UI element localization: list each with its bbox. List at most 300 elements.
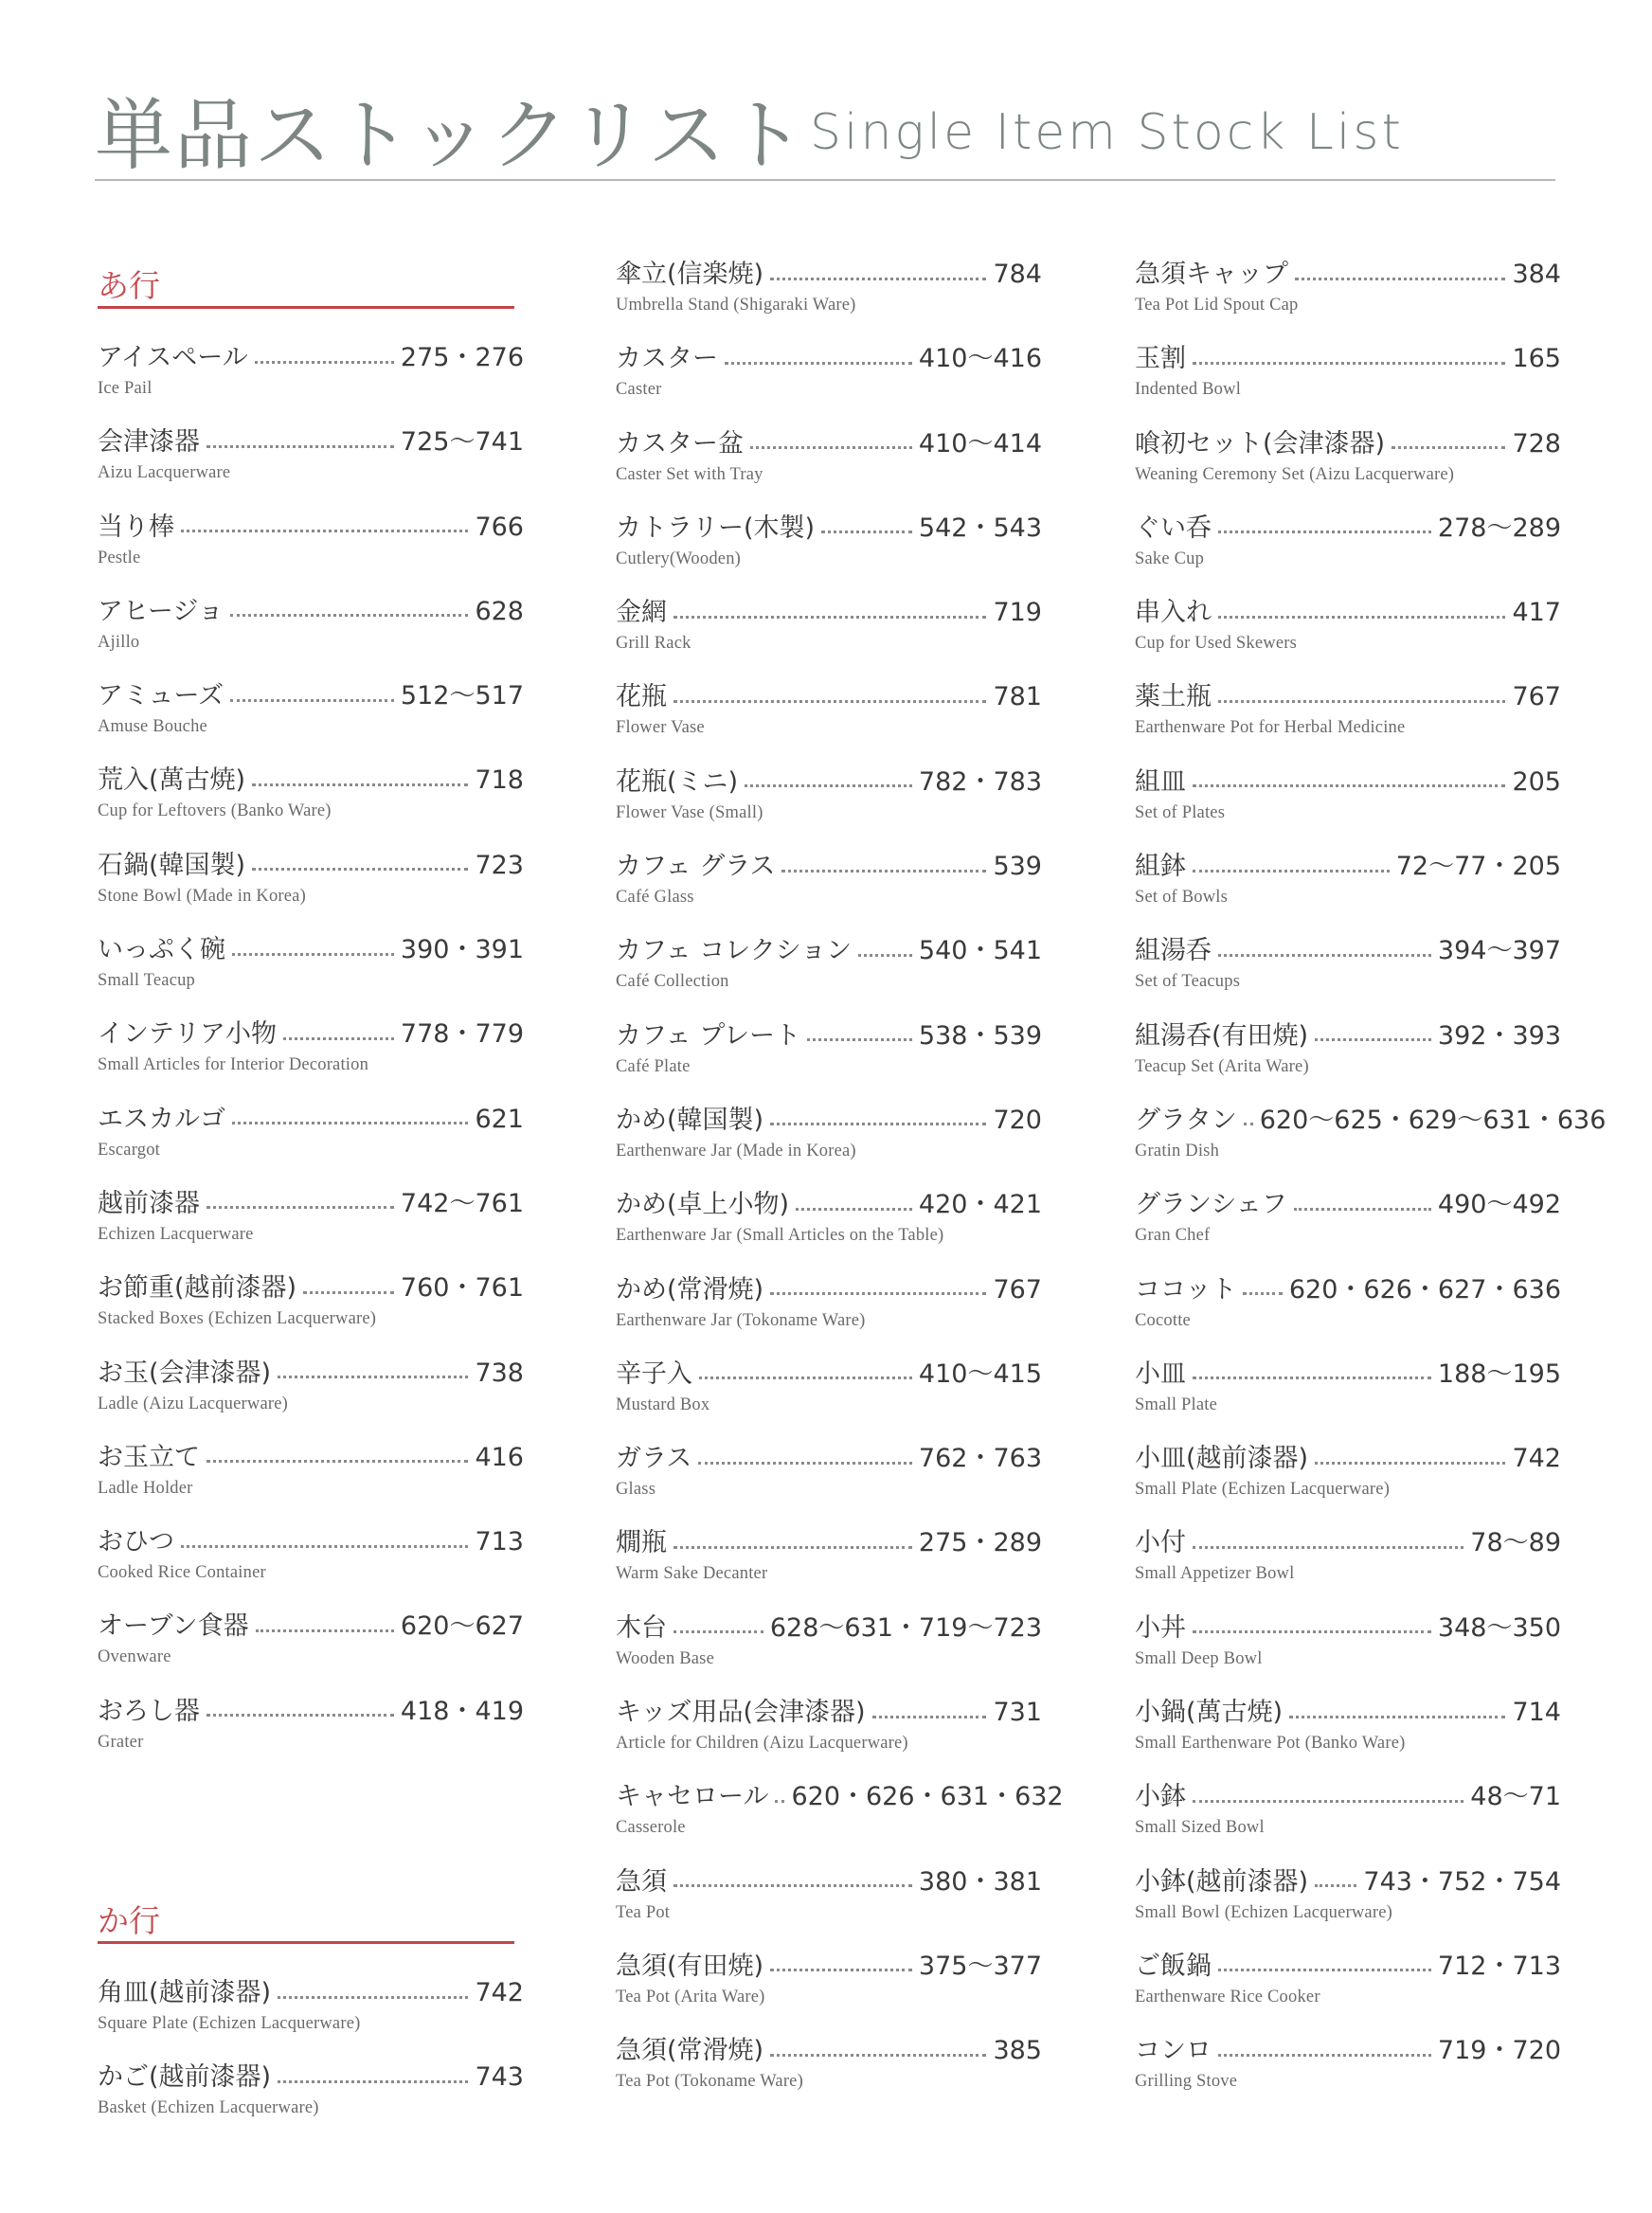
dot-leader: [1244, 1123, 1253, 1125]
page-number: 718: [475, 765, 524, 796]
page-number: 620・626・631・632: [791, 1782, 1064, 1812]
item-name-japanese: コンロ: [1135, 2036, 1212, 2066]
page-number: 621: [475, 1104, 524, 1134]
item-name-japanese: アイスペール: [98, 343, 248, 372]
index-entry: [616, 512, 1042, 596]
dot-leader: [1218, 531, 1431, 533]
entry-line: [616, 596, 1042, 630]
index-entry: [98, 425, 524, 510]
dot-leader: [698, 1462, 912, 1465]
item-name-english: Set of Teacups: [1135, 972, 1241, 992]
dot-leader: [673, 700, 986, 703]
column-1: [98, 258, 524, 2146]
item-name-japanese: 小付: [1135, 1528, 1186, 1558]
entry-line: [616, 1188, 1042, 1222]
dot-leader: [283, 1037, 394, 1040]
page-number: 742: [1512, 1444, 1561, 1474]
item-name-english: Cup for Leftovers (Banko Ware): [98, 801, 332, 821]
dot-leader: [1193, 1630, 1431, 1633]
index-entry: [616, 1358, 1042, 1442]
item-name-japanese: 金網: [616, 598, 667, 628]
item-name-japanese: 小鉢: [1135, 1782, 1186, 1812]
item-name-english: Cocotte: [1135, 1310, 1191, 1330]
index-entry: [1135, 765, 1561, 850]
item-name-english: Earthenware Rice Cooker: [1135, 1987, 1320, 2006]
item-name-japanese: 花瓶(ミニ): [616, 766, 739, 797]
dot-leader: [303, 1291, 394, 1294]
entry-line: [616, 850, 1042, 884]
entry-line: [98, 595, 524, 629]
item-name-japanese: インテリア小物: [98, 1019, 277, 1050]
item-name-english: Small Plate (Echizen Lacquerware): [1135, 1480, 1391, 1500]
page-number: 72～77・205: [1395, 852, 1561, 882]
item-name-english: Basket (Echizen Lacquerware): [98, 2098, 319, 2118]
item-name-japanese: ガラス: [616, 1444, 692, 1474]
item-name-japanese: グランシェフ: [1135, 1190, 1287, 1220]
page-number: 719: [993, 598, 1042, 628]
item-name-japanese: 小鍋(萬古焼): [1135, 1698, 1284, 1728]
section-divider: [98, 1941, 514, 1944]
index-entry: [1135, 2034, 1561, 2118]
item-name-japanese: 組湯呑(有田焼): [1135, 1020, 1309, 1051]
entry-line: [1135, 1611, 1561, 1646]
index-entry: [98, 1357, 524, 1441]
index-entry: [1135, 1696, 1561, 1780]
dot-leader: [699, 1376, 912, 1379]
page-number: 725～741: [400, 427, 524, 458]
item-name-english: Ovenware: [98, 1647, 171, 1667]
dot-leader: [278, 1376, 468, 1378]
index-entry: [98, 679, 524, 764]
entry-line: [1135, 1104, 1607, 1138]
item-name-english: Set of Bowls: [1135, 888, 1228, 908]
entry-line: [616, 1019, 1042, 1053]
index-entry: [616, 934, 1042, 1018]
entry-line: [98, 2060, 524, 2095]
page-number: 778・779: [400, 1019, 524, 1050]
section-label: あ行: [98, 267, 160, 304]
item-name-english: Small Sized Bowl: [1135, 1818, 1265, 1838]
dot-leader: [1193, 1800, 1463, 1803]
item-name-english: Caster: [616, 380, 662, 400]
item-name-english: Square Plate (Echizen Lacquerware): [98, 2014, 361, 2034]
entry-line: [1135, 512, 1561, 546]
page-number: 417: [1512, 598, 1561, 628]
item-name-english: Ice Pail: [98, 379, 153, 398]
dot-leader: [1295, 278, 1505, 280]
dot-leader: [770, 1292, 986, 1295]
page-title-japanese: 単品ストックリスト: [95, 91, 807, 181]
index-entry: [616, 1526, 1042, 1610]
item-name-english: Aizu Lacquerware: [98, 463, 231, 483]
page-number: 512～517: [400, 681, 524, 711]
index-entry: [1135, 512, 1561, 596]
item-name-japanese: カスター: [616, 344, 718, 374]
index-entry: [616, 1950, 1042, 2034]
index-entry: [1135, 596, 1561, 680]
item-name-english: Casserole: [616, 1818, 686, 1838]
dot-leader: [206, 445, 394, 448]
item-name-english: Gratin Dish: [1135, 1141, 1220, 1160]
entry-line: [1135, 427, 1561, 461]
page-number: 410～414: [918, 428, 1042, 459]
item-name-english: Pestle: [98, 548, 141, 567]
item-name-japanese: カフェ グラス: [616, 852, 776, 882]
item-name-japanese: 石鍋(韓国製): [98, 850, 246, 880]
entry-line: [1135, 1442, 1561, 1476]
section-divider: [98, 306, 514, 309]
page-number: 719・720: [1437, 2036, 1561, 2066]
entry-line: [616, 2034, 1042, 2068]
page-number: 767: [993, 1274, 1042, 1304]
dot-leader: [821, 531, 912, 533]
page-number: 762・763: [918, 1444, 1042, 1474]
item-name-japanese: かめ(韓国製): [616, 1105, 764, 1135]
page-number: 782・783: [918, 766, 1042, 797]
entry-line: [98, 849, 524, 883]
index-entry: [1135, 1104, 1607, 1188]
page-number: 416: [475, 1442, 524, 1472]
page-number: 380・381: [918, 1866, 1042, 1897]
item-name-english: Earthenware Jar (Small Articles on the Table): [616, 1226, 944, 1246]
item-name-english: Earthenware Jar (Made in Korea): [616, 1141, 856, 1160]
item-name-japanese: お玉(会津漆器): [98, 1358, 272, 1388]
index-entry: [98, 1441, 524, 1525]
entry-line: [616, 1696, 1042, 1730]
entry-line: [616, 1780, 1064, 1814]
item-name-japanese: 角皿(越前漆器): [98, 1978, 272, 2008]
page-number: 760・761: [400, 1273, 524, 1304]
dot-leader: [1315, 1038, 1431, 1041]
dot-leader: [278, 2080, 468, 2083]
item-name-english: Warm Sake Decanter: [616, 1564, 768, 1584]
item-name-english: Stone Bowl (Made in Korea): [98, 886, 306, 906]
item-name-japanese: 小皿: [1135, 1358, 1186, 1389]
index-entry: [1135, 1188, 1561, 1272]
item-name-english: Article for Children (Aizu Lacquerware): [616, 1734, 908, 1754]
index-entry: [616, 1780, 1064, 1864]
entry-list-col2: [616, 258, 1064, 2119]
dot-leader: [796, 1208, 912, 1211]
index-entry: [98, 764, 524, 848]
item-name-english: Cooked Rice Container: [98, 1563, 266, 1583]
page-number: 784: [993, 260, 1042, 289]
item-name-japanese: 辛子入: [616, 1358, 692, 1389]
entry-line: [616, 1358, 1042, 1392]
entry-line: [616, 1865, 1042, 1899]
index-entry: [98, 1271, 524, 1356]
entry-line: [1135, 1019, 1561, 1053]
index-entry: [616, 765, 1042, 850]
item-name-japanese: カフェ コレクション: [616, 936, 853, 966]
entry-line: [1135, 1188, 1561, 1222]
item-name-japanese: 当り棒: [98, 512, 174, 542]
page-number: 620～625・629～631・636: [1259, 1105, 1607, 1135]
entry-line: [616, 1611, 1042, 1646]
dot-leader: [181, 530, 468, 532]
item-name-english: Flower Vase: [616, 718, 705, 738]
entry-line: [616, 1950, 1042, 1984]
item-name-japanese: 急須キャップ: [1135, 260, 1288, 289]
title-divider: [95, 179, 1555, 181]
page-number: 165: [1512, 344, 1561, 374]
page-title-english: Single Item Stock List: [810, 104, 1404, 161]
index-entry: [98, 1017, 524, 1102]
item-name-english: Stacked Boxes (Echizen Lacquerware): [98, 1309, 377, 1329]
entry-line: [1135, 850, 1561, 884]
item-name-japanese: おろし器: [98, 1696, 200, 1726]
dot-leader: [1218, 2054, 1431, 2057]
dot-leader: [1315, 1462, 1505, 1465]
index-entry: [616, 1442, 1042, 1526]
page-number: 742～761: [400, 1188, 524, 1218]
entry-line: [98, 1017, 524, 1052]
item-name-japanese: 玉割: [1135, 344, 1186, 374]
index-entry: [616, 1865, 1042, 1950]
index-entry: [616, 680, 1042, 765]
item-name-japanese: 喰初セット(会津漆器): [1135, 428, 1386, 459]
dot-leader: [1193, 1546, 1463, 1549]
page-number: 712・713: [1437, 1951, 1561, 1981]
dot-leader: [206, 1206, 394, 1209]
dot-leader: [206, 1714, 394, 1717]
item-name-japanese: 小丼: [1135, 1612, 1186, 1643]
item-name-japanese: 燗瓶: [616, 1528, 667, 1558]
dot-leader: [673, 1630, 763, 1633]
index-entry: [1135, 1865, 1561, 1950]
dot-leader: [781, 870, 986, 873]
entry-line: [98, 933, 524, 967]
entry-line: [616, 512, 1042, 546]
item-name-english: Ajillo: [98, 632, 140, 652]
index-entry: [1135, 1019, 1561, 1104]
item-name-english: Tea Pot (Arita Ware): [616, 1987, 765, 2006]
item-name-english: Small Deep Bowl: [1135, 1648, 1263, 1668]
page-number: 275・276: [400, 343, 524, 372]
index-entry: [98, 1187, 524, 1271]
item-name-japanese: 組皿: [1135, 766, 1186, 797]
item-name-japanese: おひつ: [98, 1527, 174, 1557]
item-name-japanese: かめ(常滑焼): [616, 1274, 764, 1304]
entry-line: [1135, 1696, 1561, 1730]
item-name-japanese: アヒージョ: [98, 596, 224, 626]
page-number: 48～71: [1470, 1782, 1561, 1812]
page-number: 410～415: [918, 1358, 1042, 1389]
dot-leader: [1218, 1969, 1431, 1971]
page-number: 490～492: [1437, 1190, 1561, 1220]
page-number: 720: [993, 1105, 1042, 1135]
page-number: 188～195: [1437, 1358, 1561, 1389]
entry-line: [98, 1357, 524, 1391]
dot-leader: [770, 2054, 986, 2057]
page-number: 278～289: [1437, 513, 1561, 543]
index-entry: [1135, 258, 1561, 342]
index-entry: [616, 427, 1042, 512]
item-name-english: Wooden Base: [616, 1648, 714, 1668]
dot-leader: [1193, 870, 1390, 873]
item-name-english: Small Appetizer Bowl: [1135, 1564, 1295, 1584]
dot-leader: [232, 953, 394, 956]
entry-line: [98, 1525, 524, 1559]
entry-line: [616, 1442, 1042, 1476]
page-number: 743・752・754: [1363, 1866, 1561, 1897]
item-name-english: Cup for Used Skewers: [1135, 634, 1297, 654]
item-name-japanese: ぐい呑: [1135, 513, 1212, 543]
index-entry: [98, 1976, 524, 2060]
dot-leader: [770, 1969, 912, 1971]
index-entry: [1135, 680, 1561, 765]
index-entry: [616, 596, 1042, 680]
item-name-english: Earthenware Pot for Herbal Medicine: [1135, 718, 1406, 738]
index-entry: [98, 511, 524, 595]
page-number: 539: [993, 852, 1042, 882]
item-name-japanese: カスター盆: [616, 428, 744, 459]
page-number: 375～377: [918, 1951, 1042, 1981]
item-name-japanese: 小皿(越前漆器): [1135, 1444, 1309, 1474]
index-entry: [616, 1104, 1042, 1188]
index-entry: [1135, 1780, 1561, 1864]
entry-line: [1135, 596, 1561, 630]
item-name-english: Grilling Stove: [1135, 2072, 1238, 2092]
page-number: 728: [1512, 428, 1561, 459]
section-header-a: [98, 258, 524, 309]
item-name-japanese: オーブン食器: [98, 1611, 249, 1642]
item-name-english: Weaning Ceremony Set (Aizu Lacquerware): [1135, 464, 1455, 484]
index-entry: [616, 1611, 1042, 1696]
dot-leader: [255, 361, 394, 364]
entry-line: [98, 1103, 524, 1137]
item-name-english: Earthenware Jar (Tokoname Ware): [616, 1310, 866, 1330]
entry-line: [98, 764, 524, 798]
item-name-japanese: エスカルゴ: [98, 1104, 225, 1134]
item-name-japanese: 急須(常滑焼): [616, 2036, 764, 2066]
entry-list-ka: [98, 1976, 524, 2146]
index-entry: [1135, 1358, 1561, 1442]
page-number: 418・419: [400, 1696, 524, 1726]
item-name-japanese: グラタン: [1135, 1105, 1237, 1135]
dot-leader: [1289, 1716, 1505, 1718]
page-number: 628～631・719～723: [769, 1612, 1042, 1643]
item-name-japanese: かご(越前漆器): [98, 2062, 272, 2093]
entry-line: [1135, 1526, 1561, 1560]
item-name-japanese: 傘立(信楽焼): [616, 260, 764, 289]
item-name-japanese: 急須(有田焼): [616, 1951, 764, 1981]
index-entry: [98, 933, 524, 1017]
item-name-english: Amuse Bouche: [98, 717, 207, 737]
item-name-english: Tea Pot Lid Spout Cap: [1135, 296, 1299, 315]
dot-leader: [1243, 1292, 1282, 1295]
entry-line: [1135, 258, 1561, 292]
item-name-english: Cutlery(Wooden): [616, 549, 742, 568]
page-number: 394～397: [1437, 936, 1561, 966]
dot-leader: [252, 868, 468, 871]
item-name-japanese: 花瓶: [616, 682, 667, 712]
index-entry: [98, 595, 524, 679]
item-name-japanese: 会津漆器: [98, 427, 200, 458]
dot-leader: [1193, 1376, 1431, 1379]
item-name-japanese: お節重(越前漆器): [98, 1273, 297, 1304]
item-name-english: Small Earthenware Pot (Banko Ware): [1135, 1734, 1406, 1754]
item-name-japanese: アミューズ: [98, 681, 224, 711]
dot-leader: [1392, 446, 1505, 449]
page-number: 714: [1512, 1698, 1561, 1728]
item-name-japanese: 小鉢(越前漆器): [1135, 1866, 1309, 1897]
item-name-japanese: キッズ用品(会津漆器): [616, 1698, 866, 1728]
dot-leader: [775, 1800, 784, 1803]
entry-line: [1135, 1358, 1561, 1392]
index-entry: [1135, 1442, 1561, 1526]
page-number: 781: [993, 682, 1042, 712]
index-entry: [1135, 1611, 1561, 1696]
item-name-english: Ladle (Aizu Lacquerware): [98, 1394, 288, 1413]
index-entry: [1135, 342, 1561, 426]
dot-leader: [1218, 616, 1505, 619]
item-name-english: Umbrella Stand (Shigaraki Ware): [616, 296, 856, 315]
index-entry: [98, 1610, 524, 1694]
item-name-japanese: ココット: [1135, 1274, 1237, 1304]
dot-leader: [1218, 954, 1431, 957]
item-name-english: Small Plate: [1135, 1394, 1217, 1414]
item-name-english: Flower Vase (Small): [616, 802, 763, 822]
index-entry: [1135, 934, 1561, 1018]
item-name-japanese: かめ(卓上小物): [616, 1190, 790, 1220]
column-3: [1135, 258, 1607, 2119]
item-name-english: Teacup Set (Arita Ware): [1135, 1056, 1309, 1076]
entry-list-a: [98, 341, 524, 1779]
index-entry: [98, 341, 524, 425]
index-entry: [1135, 1526, 1561, 1610]
entry-line: [616, 258, 1042, 292]
dot-leader: [1315, 1884, 1356, 1887]
item-name-english: Café Plate: [616, 1056, 691, 1076]
index-entry: [616, 258, 1042, 342]
page-number: 348～350: [1437, 1612, 1561, 1643]
index-entry: [616, 1273, 1042, 1358]
page-number: 742: [475, 1978, 524, 2008]
dot-leader: [1218, 700, 1505, 703]
page-number: 542・543: [918, 513, 1042, 543]
index-entry: [616, 1696, 1042, 1780]
entry-line: [616, 427, 1042, 461]
entry-line: [616, 342, 1042, 376]
index-entry: [616, 1188, 1042, 1272]
entry-line: [616, 765, 1042, 800]
dot-leader: [872, 1716, 987, 1718]
dot-leader: [1193, 784, 1505, 787]
entry-line: [616, 1104, 1042, 1138]
page-number: 767: [1512, 682, 1561, 712]
page-header: [95, 74, 1555, 183]
page-number: 78～89: [1470, 1528, 1561, 1558]
page-number: 420・421: [918, 1190, 1042, 1220]
index-entry: [98, 2060, 524, 2145]
entry-line: [98, 1441, 524, 1475]
item-name-japanese: 木台: [616, 1612, 667, 1643]
section-header-ka: [98, 1893, 524, 1944]
item-name-english: Gran Chef: [1135, 1226, 1211, 1246]
item-name-english: Ladle Holder: [98, 1478, 193, 1498]
entry-line: [616, 934, 1042, 968]
item-name-english: Indented Bowl: [1135, 380, 1242, 400]
page-number: 713: [475, 1527, 524, 1557]
entry-line: [1135, 680, 1561, 714]
index-entry: [616, 850, 1042, 934]
index-entry: [616, 342, 1042, 426]
index-entry: [1135, 427, 1561, 512]
dot-leader: [673, 616, 986, 619]
item-name-english: Grill Rack: [616, 634, 691, 654]
item-name-english: Grater: [98, 1732, 144, 1752]
